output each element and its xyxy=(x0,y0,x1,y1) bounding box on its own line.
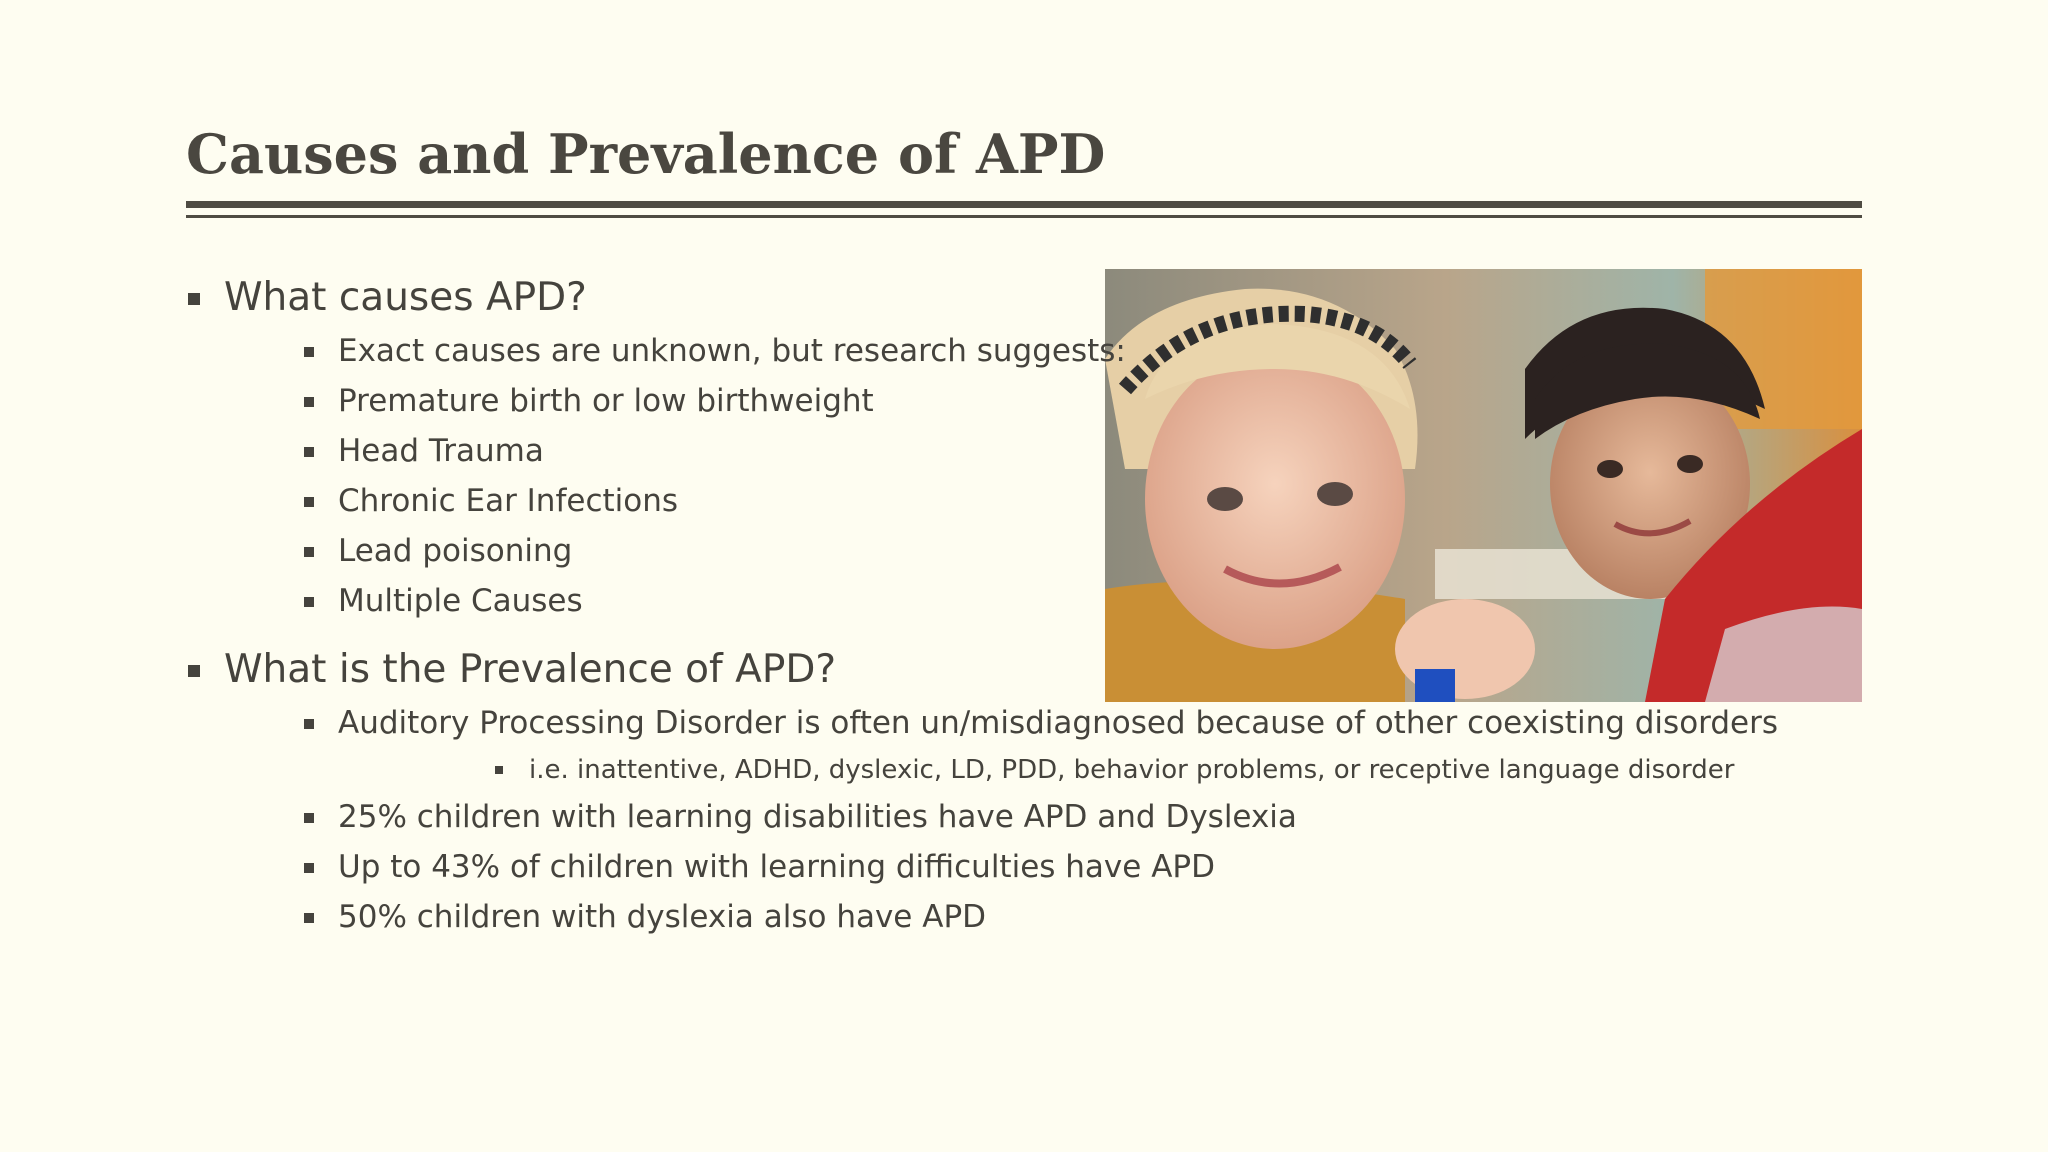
sub-bullet-premature-birth xyxy=(224,376,1876,426)
bullet-text: Premature birth or low birthweight xyxy=(338,383,874,419)
bullet-what-causes xyxy=(186,270,1876,626)
bullet-text: 25% children with learning disabilities have APD and Dyslexia xyxy=(338,799,1297,835)
sub-sub-bullet-examples xyxy=(338,748,1876,792)
sub-bullet-lead-poisoning xyxy=(224,526,1876,576)
square-bullet-icon xyxy=(188,665,200,677)
slide-content xyxy=(186,270,1876,942)
slide-title: Causes and Prevalence of APD xyxy=(186,122,1106,186)
square-bullet-icon xyxy=(304,813,314,823)
square-bullet-icon xyxy=(304,397,314,407)
title-rule-thick xyxy=(186,201,1862,208)
square-bullet-icon xyxy=(304,863,314,873)
sub-bullet-multiple-causes xyxy=(224,576,1876,626)
square-bullet-icon xyxy=(304,447,314,457)
square-bullet-icon xyxy=(304,547,314,557)
sub-bullet-43-percent xyxy=(224,842,1876,892)
square-bullet-icon xyxy=(304,719,314,729)
square-bullet-icon xyxy=(304,913,314,923)
square-bullet-icon xyxy=(495,766,503,774)
sub-bullet-50-percent xyxy=(224,892,1876,942)
sub-bullet-list xyxy=(224,326,1876,626)
bullet-text: Up to 43% of children with learning difficulties have APD xyxy=(338,849,1215,885)
sub-bullet-25-percent xyxy=(224,792,1876,842)
square-bullet-icon xyxy=(304,347,314,357)
sub-bullet-misdiagnosed xyxy=(224,698,1876,792)
bullet-text: What causes APD? xyxy=(224,275,587,320)
sub-bullet-list xyxy=(224,698,1876,942)
square-bullet-icon xyxy=(188,293,200,305)
bullet-text: i.e. inattentive, ADHD, dyslexic, LD, PDD, behavior problems, or receptive language disorder xyxy=(529,755,1735,785)
bullet-text: Multiple Causes xyxy=(338,583,583,619)
bullet-prevalence xyxy=(186,642,1876,942)
sub-bullet-head-trauma xyxy=(224,426,1876,476)
bullet-text: Lead poisoning xyxy=(338,533,573,569)
square-bullet-icon xyxy=(304,497,314,507)
bullet-text: Chronic Ear Infections xyxy=(338,483,679,519)
sub-bullet-exact-causes xyxy=(224,326,1876,376)
bullet-text: What is the Prevalence of APD? xyxy=(224,647,837,692)
bullet-text: Auditory Processing Disorder is often un/misdiagnosed because of other coexisting disorders xyxy=(338,705,1779,741)
title-rule-thin xyxy=(186,215,1862,218)
sub-bullet-ear-infections xyxy=(224,476,1876,526)
square-bullet-icon xyxy=(304,597,314,607)
sub-sub-bullet-list xyxy=(338,748,1876,792)
bullet-text: 50% children with dyslexia also have APD xyxy=(338,899,987,935)
bullet-text: Exact causes are unknown, but research suggests: xyxy=(338,333,1126,369)
bullet-list xyxy=(186,270,1876,942)
bullet-text: Head Trauma xyxy=(338,433,544,469)
